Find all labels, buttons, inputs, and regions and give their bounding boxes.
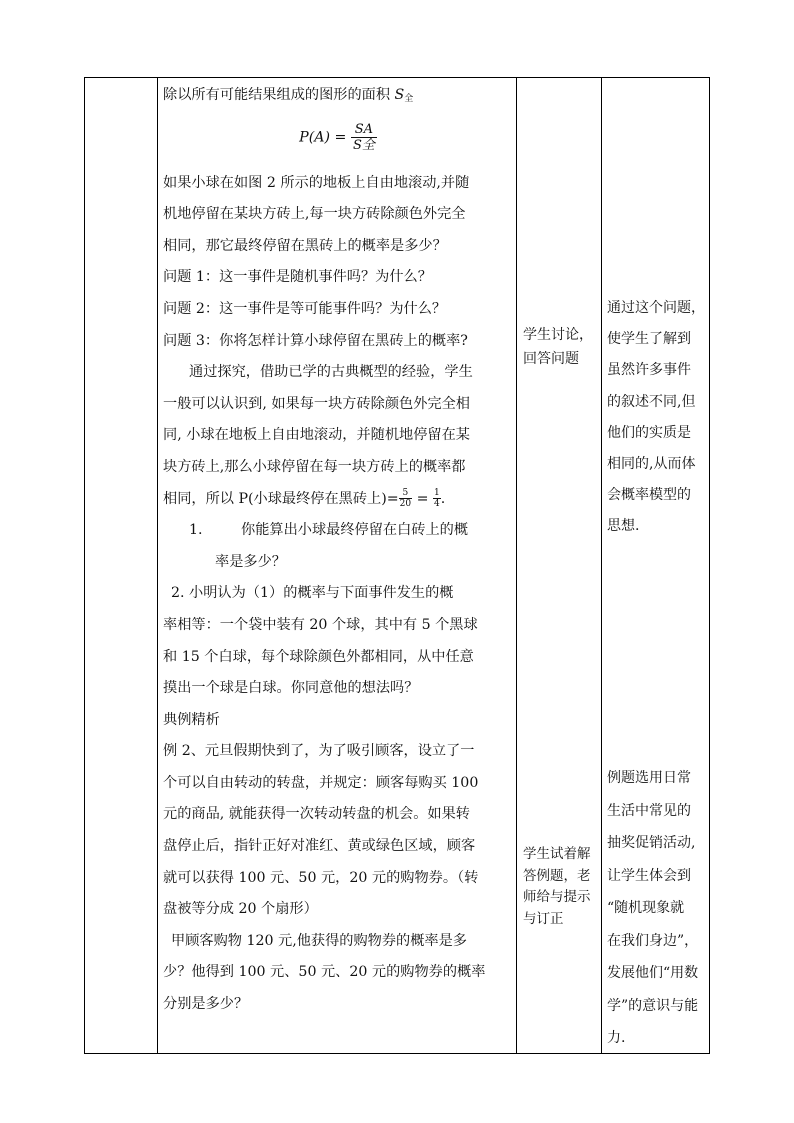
- table-col-line-2: [516, 77, 517, 1054]
- intent-line: 力.: [607, 1030, 626, 1046]
- activity-line: 答例题，老: [523, 867, 591, 884]
- exercise-2-line-4: 摸出一个球是白球。你同意他的想法吗？: [163, 680, 419, 697]
- explanation-line-4: 块方砖上,那么小球停留在每一块方砖上的概率都: [163, 458, 466, 475]
- exercise-1-line-2: 率是多少？: [215, 553, 286, 570]
- example-question-line-1: 甲顾客购物 120 元,他获得的购物券的概率是多: [171, 932, 467, 949]
- intent-line: 的叙述不同,但: [607, 393, 696, 410]
- exercise-1-line-1: 1. 你能算出小球最终停留在白砖上的概: [189, 522, 469, 539]
- problem-line-3: 相同，那它最终停留在黑砖上的概率是多少？: [163, 237, 447, 254]
- example-question-line-3: 分别是多少？: [163, 996, 249, 1013]
- problem-line-2: 机地停留在某块方砖上,每一块方砖除颜色外完全: [163, 206, 466, 223]
- question-1: 问题 1：这一事件是随机事件吗？为什么？: [163, 269, 432, 286]
- question-3: 问题 3：你将怎样计算小球停留在黑砖上的概率?: [163, 332, 468, 349]
- intent-line: 生活中常见的: [607, 802, 691, 819]
- design-intent-note-2: [607, 762, 709, 1055]
- intent-line: 学”的意识与能: [607, 997, 699, 1014]
- example-question-line-2: 少？他得到 100 元、50 元、20 元的购物券的概率: [163, 964, 486, 981]
- problem-line-1: 如果小球在如图 2 所示的地板上自由地滚动,并随: [163, 174, 470, 191]
- intent-line: 相同的,从而体: [607, 456, 696, 473]
- example-line-6: 盘被等分成 20 个扇形）: [163, 901, 318, 918]
- example-line-2: 个可以自由转动的转盘，并规定：顾客每购买 100: [163, 774, 479, 791]
- table-col-line-0: [84, 77, 85, 1054]
- exercise-2-line-2: 率相等：一个袋中装有 20 个球，其中有 5 个黑球: [163, 616, 478, 633]
- activity-line: 师给与提示: [523, 889, 591, 905]
- explanation-line-1: 通过探究，借助已学的古典概型的经验，学生: [189, 364, 473, 381]
- intent-line: “随机现象就: [607, 900, 685, 916]
- intent-line: 使学生了解到: [607, 331, 691, 348]
- activity-line: 学生试着解: [523, 846, 591, 862]
- explanation-line-3: 同, 小球在地板上自由地滚动，并随机地停留在某: [163, 427, 470, 444]
- probability-result-line: 相同，所以 P(小球最终停在黑砖上)= $\frac{5}{20}$ = $\frac{1}{4}$ .: [163, 488, 446, 510]
- activity-line: 学生讨论，: [523, 327, 593, 343]
- example-line-3: 元的商品, 就能获得一次转动转盘的机会。如果转: [163, 806, 470, 823]
- design-intent-note-1: [607, 293, 709, 543]
- table-col-line-4: [709, 77, 710, 1054]
- exercise-2-line-1: 2. 小明认为（1）的概率与下面事件发生的概: [171, 585, 454, 602]
- table-col-line-3: [601, 77, 602, 1054]
- student-activity-practice: [523, 844, 601, 930]
- explanation-line-2: 一般可以认识到, 如果每一块方砖除颜色外完全相: [163, 395, 470, 412]
- exercise-2-line-3: 和 15 个白球，每个球除颜色外都相同，从中任意: [163, 648, 474, 665]
- example-line-5: 就可以获得 100 元、50 元，20 元的购物券。（转: [163, 869, 479, 886]
- intent-line: 让学生体会到: [607, 867, 691, 884]
- section-title: 典例精析: [163, 711, 220, 728]
- table-col-line-1: [157, 77, 158, 1054]
- intent-line: 抽奖促销活动,: [607, 835, 696, 851]
- example-line-4: 盘停止后，指针正好对准红、黄或绿色区域，顾客: [163, 838, 476, 855]
- question-2: 问题 2：这一事件是等可能事件吗？为什么？: [163, 300, 447, 317]
- probability-formula: P(A) = $\frac{SA}{\text{S全}}$: [299, 121, 375, 153]
- intent-line: 例题选用日常: [607, 770, 691, 786]
- activity-line: 回答问题: [523, 351, 579, 367]
- intent-line: 虽然许多事件: [607, 362, 691, 379]
- area-intro-line: 除以所有可能结果组成的图形的面积 $S_全$: [163, 87, 414, 104]
- intent-line: 思想.: [607, 518, 640, 535]
- table-top-border: [84, 77, 710, 78]
- teaching-content-cell: [163, 80, 513, 1021]
- intent-line: 发展他们“用数: [607, 965, 699, 981]
- intent-line: 会概率模型的: [607, 487, 691, 504]
- student-activity-discussion: [523, 323, 599, 371]
- activity-line: 与订正: [523, 910, 564, 927]
- intent-line: 在我们身边”，: [607, 932, 699, 949]
- example-line-1: 例 2、元旦假期快到了，为了吸引顾客，设立了一: [163, 743, 475, 760]
- intent-line: 他们的实质是: [607, 424, 691, 441]
- intent-line: 通过这个问题，: [607, 300, 705, 316]
